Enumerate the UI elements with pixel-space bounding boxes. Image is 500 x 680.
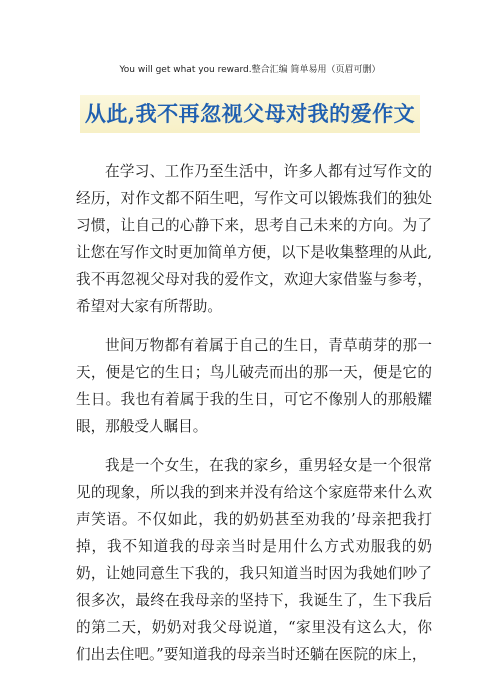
paragraph: 在学习、工作乃至生活中，许多人都有过写作文的经历，对作文都不陌生吧，写作文可以锻炼我们的独处习惯，让自己的心静下来，思考自己未来的方向。为了让您在写作文时更加简单方便，以下是收集整理的从此,我不再忽视父母对我的爱作文，欢迎大家借鉴与参考，希望对大家有所帮助。 xyxy=(76,163,432,315)
document-body xyxy=(76,158,432,680)
page-header: You will get what you reward.整合汇编 简单易用（页眉可删） xyxy=(119,65,381,75)
paragraph: 世间万物都有着属于自己的生日，青草萌芽的那一天，便是它的生日；鸟儿破壳而出的那一天，便是它的生日。我也有着属于我的生日，可它不像别人的那般耀眼，那般受人瞩目。 xyxy=(76,337,432,435)
paragraph: 我是一个女生，在我的家乡，重男轻女是一个很常见的现象，所以我的到来并没有给这个家庭带来什么欢声笑语。不仅如此，我的奶奶甚至劝我的’母亲把我打掉，我不知道我的母亲当时是用什么方式劝服我的奶奶，让她同意生下我的，我只知道当时因为我她们吵了很多次，最终在我母亲的坚持下，我诞生了，生下我后的第二天，奶奶对我父母说道，“家里没有这么大，你们出去住吧。”要知道我的母亲当时还躺在医院的床上， xyxy=(76,457,432,663)
document-title: 从此,我不再忽视父母对我的爱作文 xyxy=(84,101,416,126)
